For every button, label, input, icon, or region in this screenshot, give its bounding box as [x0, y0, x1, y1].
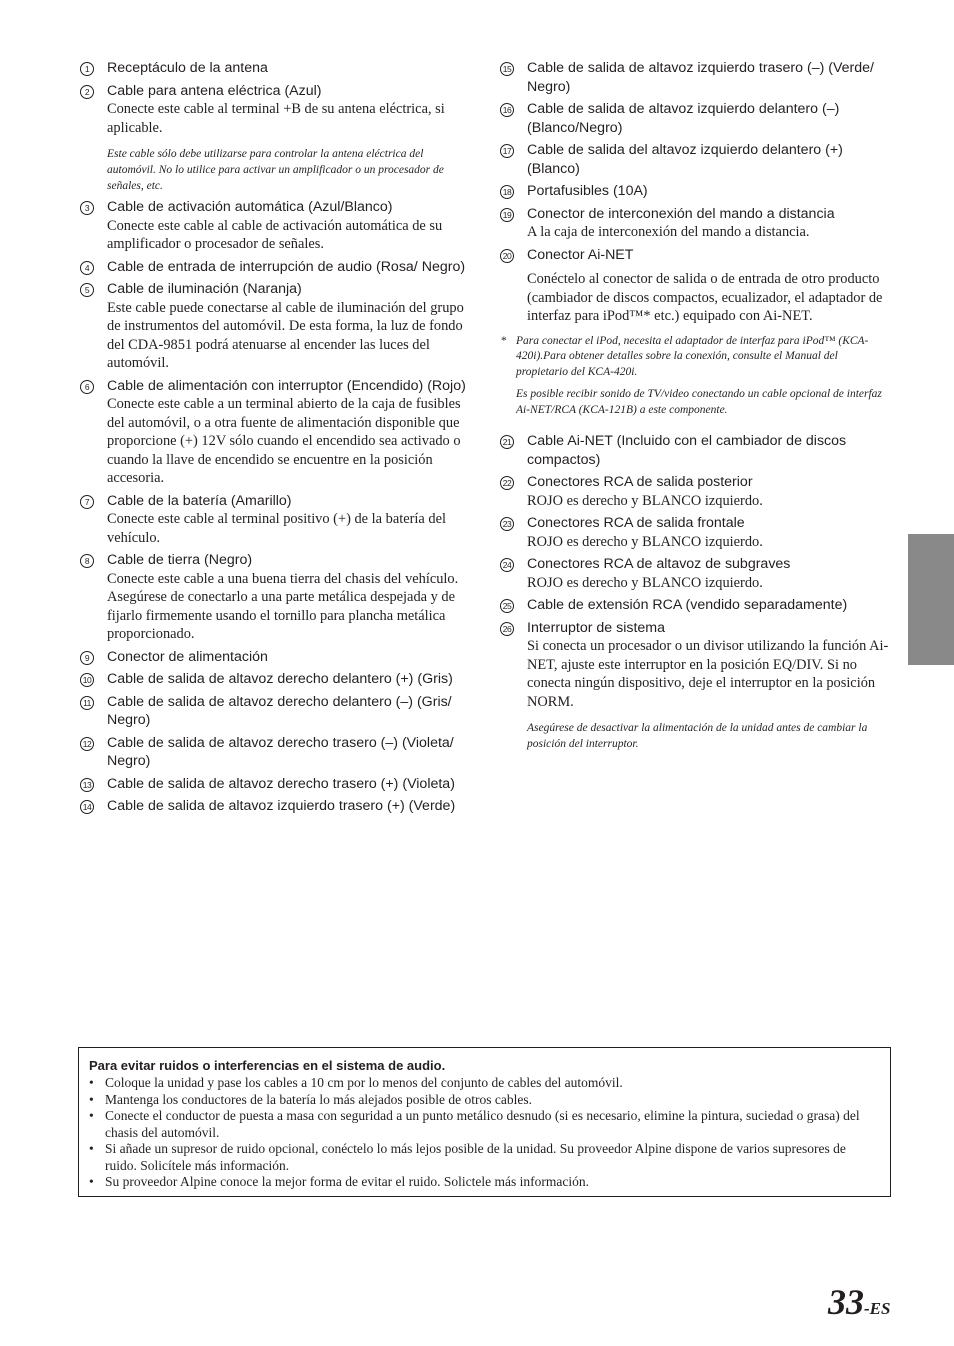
item-number-badge: 24 — [500, 558, 514, 572]
item-note: Asegúrese de desactivar la alimentación de la unidad antes de cambiar la posición del interruptor. — [527, 722, 868, 751]
tip-text: Si añade un supresor de ruido opcional, conéctelo lo más lejos posible de la unidad. Su proveedor Alpine dispone de varios supresores de ruido. Solicítele más información. — [105, 1141, 846, 1173]
connection-item — [500, 596, 892, 615]
bullet-icon: • — [89, 1108, 94, 1123]
tip-text: Conecte el conductor de puesta a masa con seguridad a un punto metálico desnudo (si es necesario, elimine la pintura, suciedad o grasa) del chasis del automóvil. — [105, 1108, 860, 1140]
item-title: Cable para antena eléctrica (Azul) — [107, 82, 322, 99]
bullet-icon: • — [89, 1141, 94, 1156]
connection-item — [500, 246, 892, 326]
item-number-badge: 6 — [80, 380, 94, 394]
footnote-asterisk: * — [501, 334, 507, 347]
right-items-group-b — [500, 432, 892, 752]
tip-text: Su proveedor Alpine conoce la mejor forma de evitar el ruido. Solictele más información. — [105, 1174, 589, 1189]
item-number-badge: 25 — [500, 599, 514, 613]
tip-text: Mantenga los conductores de la batería lo más alejados posible de otros cables. — [105, 1091, 532, 1107]
item-number-badge: 1 — [80, 62, 94, 76]
connection-item — [500, 473, 892, 510]
item-title: Conector Ai-NET — [527, 246, 634, 263]
page-number — [828, 1280, 890, 1324]
item-number-badge: 20 — [500, 249, 514, 263]
connection-item — [80, 258, 470, 277]
item-number-badge: 8 — [80, 554, 94, 568]
item-number-badge: 2 — [80, 85, 94, 99]
item-title: Cable de extensión RCA (vendido separadamente) — [527, 597, 848, 614]
connection-item — [80, 377, 470, 488]
page-language-suffix: -ES — [864, 1299, 891, 1318]
item-note: Este cable sólo debe utilizarse para controlar la antena eléctrica del automóvil. No lo utilice para activar un amplificador o un procesador de señales, etc. — [107, 148, 444, 192]
item-number-badge: 7 — [80, 495, 94, 509]
item-title: Cable de iluminación (Naranja) — [107, 281, 302, 297]
item-title: Interruptor de sistema — [527, 619, 665, 636]
item-description: Conecte este cable a una buena tierra del chasis del vehículo. Asegúrese de conectarlo a una parte metálica despejada y de fijarlo firmemente usando el tornillo para plancha metálica proporcionado. — [107, 570, 459, 642]
bullet-icon: • — [89, 1174, 94, 1189]
item-description: Conecte este cable a un terminal abierto de la caja de fusibles del automóvil, o a otra fuente de alimentación disponible que proporcione (+) 12V sólo cuando el encendido sea activado o cuando la llave de encendido se encuentre en la posición accesoria. — [107, 396, 461, 486]
item-description: Si conecta un procesador o un divisor utilizando la función Ai-NET, ajuste este interruptor en la posición EQ/DIV. Si no conecta ningún dispositivo, deje el interruptor en la posición NORM. — [527, 638, 889, 710]
right-items-group-a — [500, 59, 892, 326]
connection-item — [80, 693, 470, 730]
item-number-badge: 9 — [80, 651, 94, 665]
item-number-badge: 18 — [500, 185, 514, 199]
item-number-badge: 15 — [500, 62, 514, 76]
item-title: Cable de alimentación con interruptor (Encendido) (Rojo) — [107, 377, 466, 394]
item-title: Cable de salida de altavoz izquierdo trasero (–) (Verde/ Negro) — [527, 60, 874, 95]
noise-tips-box — [78, 1047, 891, 1197]
page-number-value: 33 — [828, 1282, 864, 1322]
connection-item — [500, 205, 892, 242]
connection-item — [80, 797, 470, 816]
item-title: Cable de entrada de interrupción de audio (Rosa/ Negro) — [107, 258, 466, 275]
ipod-footnote — [500, 334, 892, 381]
right-column — [500, 59, 892, 756]
item-number-badge: 5 — [80, 283, 94, 297]
tips-title: Para evitar ruidos o interferencias en el sistema de audio. — [89, 1058, 446, 1073]
tip-item — [89, 1174, 880, 1191]
connection-item — [500, 619, 892, 753]
item-number-badge: 22 — [500, 476, 514, 490]
item-number-badge: 23 — [500, 517, 514, 531]
item-description: Conecte este cable al terminal +B de su antena eléctrica, si aplicable. — [107, 101, 445, 136]
item-number-badge: 11 — [80, 696, 94, 710]
connection-item — [80, 551, 470, 644]
item-number-badge: 14 — [80, 800, 94, 814]
item-title: Receptáculo de la antena — [107, 60, 268, 76]
item-title: Cable de salida del altavoz izquierdo delantero (+) (Blanco) — [527, 142, 843, 177]
connection-item — [80, 734, 470, 771]
item-description: Este cable puede conectarse al cable de iluminación del grupo de instrumentos del automóvil. De esta forma, la luz de fondo del CDA-9851 podrá atenuarse al encender las luces del automóvil. — [107, 299, 464, 371]
tip-item — [89, 1075, 880, 1092]
language-side-tab — [908, 534, 954, 665]
item-number-badge: 19 — [500, 208, 514, 222]
connection-item — [80, 648, 470, 667]
item-title: Cable de la batería (Amarillo) — [107, 492, 292, 509]
tip-item — [89, 1108, 880, 1141]
connection-item — [500, 141, 892, 178]
connection-item — [500, 100, 892, 137]
item-number-badge: 26 — [500, 622, 514, 636]
connection-item — [80, 492, 470, 548]
bullet-icon: • — [89, 1075, 94, 1090]
connection-item — [80, 198, 470, 254]
item-title: Cable Ai-NET (Incluido con el cambiador de discos compactos) — [527, 433, 847, 468]
item-title: Cable de activación automática (Azul/Blanco) — [107, 199, 393, 215]
tip-item — [89, 1141, 880, 1174]
item-title: Conector de interconexión del mando a distancia — [527, 205, 835, 222]
connection-item — [500, 182, 892, 201]
item-title: Cable de salida de altavoz derecho delantero (+) (Gris) — [107, 671, 453, 687]
item-description: ROJO es derecho y BLANCO izquierdo. — [527, 574, 763, 591]
connection-item — [80, 82, 470, 195]
item-title: Cable de salida de altavoz izquierdo delantero (–) (Blanco/Negro) — [527, 101, 840, 136]
item-title: Cable de salida de altavoz izquierdo trasero (+) (Verde) — [107, 798, 456, 814]
bullet-icon: • — [89, 1091, 94, 1107]
connection-item — [80, 670, 470, 689]
item-description: Conéctelo al conector de salida o de entrada de otro producto (cambiador de discos compactos, ecualizador, el adaptador de interfaz para iPod™* etc.) equipado con Ai-NET. — [527, 271, 883, 324]
item-description: ROJO es derecho y BLANCO izquierdo. — [527, 533, 763, 550]
connection-item — [80, 59, 470, 78]
connection-item — [500, 59, 892, 96]
item-number-badge: 4 — [80, 261, 94, 275]
item-number-badge: 17 — [500, 144, 514, 158]
item-title: Cable de salida de altavoz derecho delantero (–) (Gris/ Negro) — [107, 693, 452, 728]
item-description: ROJO es derecho y BLANCO izquierdo. — [527, 492, 763, 509]
footnote-text: Para conectar el iPod, necesita el adaptador de interfaz para iPod™ (KCA-420i).Para obtener detalles sobre la conexión, consulte el Manual del propietario del KCA-420i. — [516, 334, 869, 379]
item-number-badge: 16 — [500, 103, 514, 117]
item-number-badge: 10 — [80, 673, 94, 687]
item-number-badge: 21 — [500, 435, 514, 449]
item-title: Conectores RCA de salida frontale — [527, 515, 745, 532]
connection-item — [80, 280, 470, 373]
tips-list — [89, 1075, 880, 1191]
item-title: Conectores RCA de altavoz de subgraves — [527, 556, 791, 573]
item-number-badge: 3 — [80, 201, 94, 215]
item-title: Cable de tierra (Negro) — [107, 552, 253, 568]
tv-video-footnote: Es posible recibir sonido de TV/video conectando un cable opcional de interfaz Ai-NET/RCA (KCA-121B) a este componente. — [516, 387, 882, 416]
connection-item — [80, 775, 470, 794]
item-number-badge: 13 — [80, 778, 94, 792]
item-title: Conectores RCA de salida posterior — [527, 474, 753, 491]
item-title: Cable de salida de altavoz derecho trasero (–) (Violeta/ Negro) — [107, 734, 454, 769]
tip-item — [89, 1092, 880, 1109]
left-column — [80, 59, 470, 820]
connection-item — [500, 514, 892, 551]
connection-item — [500, 555, 892, 592]
item-description: A la caja de interconexión del mando a distancia. — [527, 224, 810, 240]
item-description: Conecte este cable al terminal positivo (+) de la batería del vehículo. — [107, 511, 446, 546]
item-title: Cable de salida de altavoz derecho trasero (+) (Violeta) — [107, 775, 455, 792]
item-description: Conecte este cable al cable de activación automática de su amplificador o procesador de señales. — [107, 217, 443, 252]
connection-item — [500, 432, 892, 469]
item-title: Portafusibles (10A) — [527, 183, 648, 199]
tip-text: Coloque la unidad y pase los cables a 10 cm por lo menos del conjunto de cables del automóvil. — [105, 1075, 623, 1090]
item-title: Conector de alimentación — [107, 648, 268, 665]
item-number-badge: 12 — [80, 737, 94, 751]
